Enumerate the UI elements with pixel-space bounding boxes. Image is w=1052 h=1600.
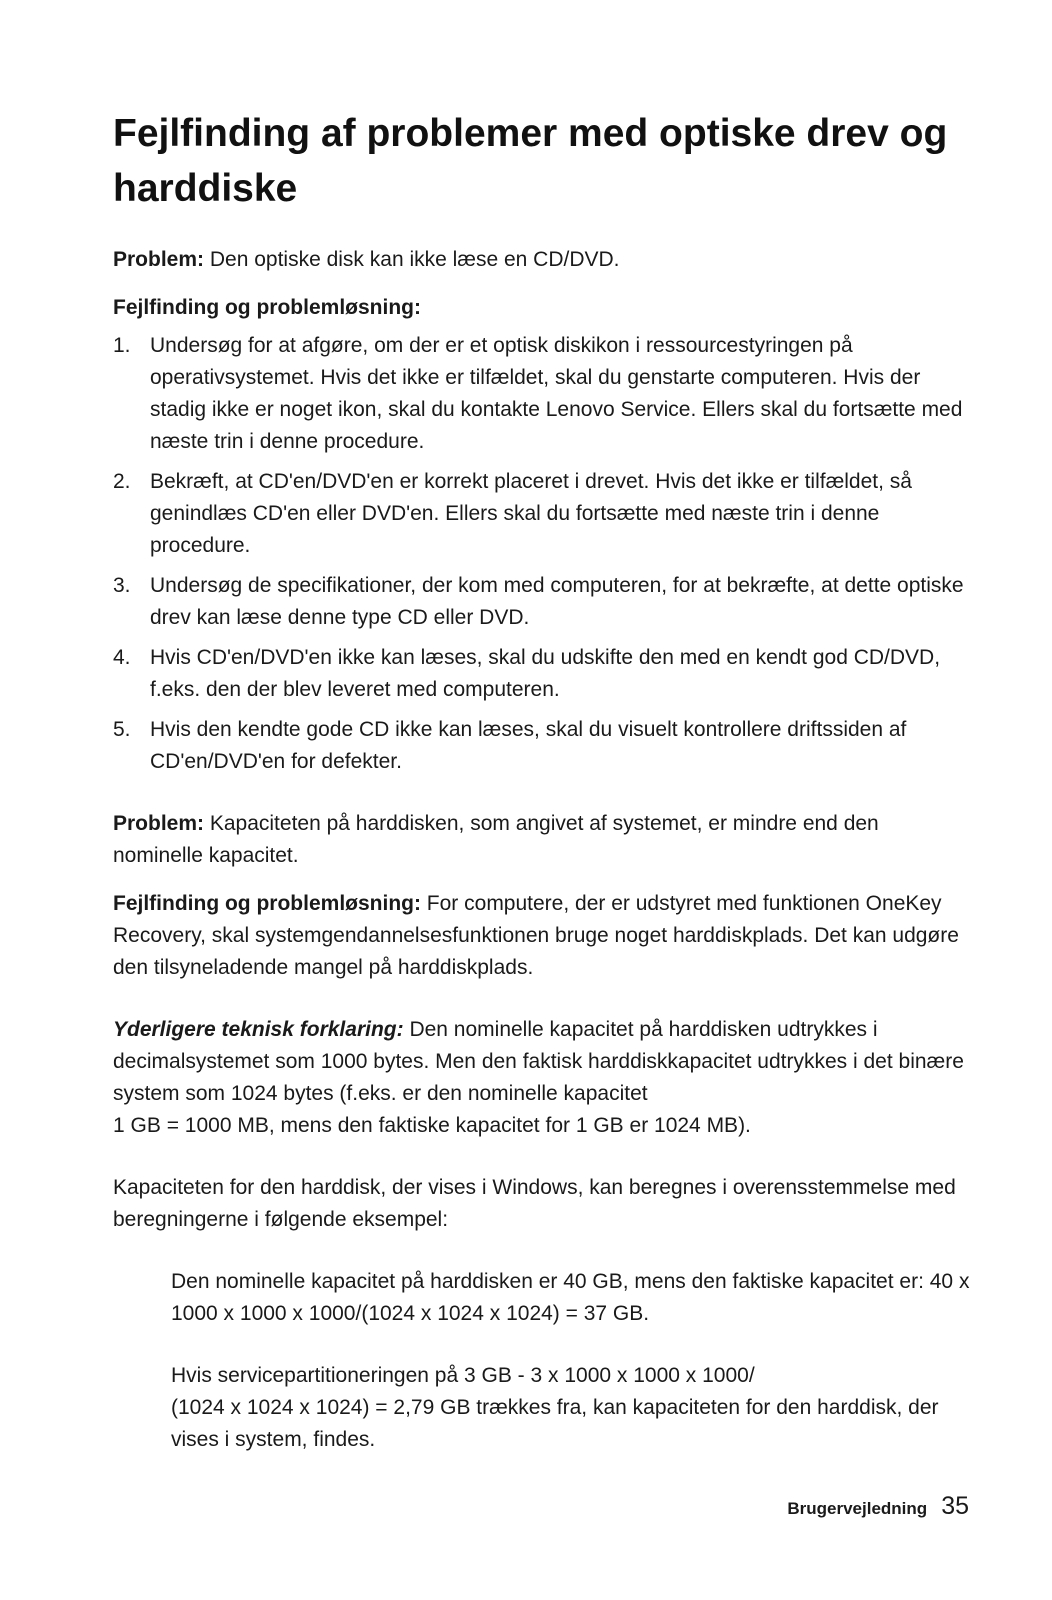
steps-list <box>113 330 973 778</box>
problem-2 <box>113 808 973 872</box>
problem-2-label: Problem: <box>113 812 205 835</box>
page-footer <box>787 1492 969 1521</box>
problem-1-label: Problem: <box>113 248 205 271</box>
troubleshooting-1-heading: Fejlfinding og problemløsning: <box>113 296 421 319</box>
list-item <box>113 570 973 634</box>
example-2 <box>171 1360 973 1456</box>
step-text: Undersøg de specifikationer, der kom med computeren, for at bekræfte, at dette optiske drev kan læse denne type CD eller DVD. <box>150 574 964 629</box>
troubleshooting-2-label: Fejlfinding og problemløsning: <box>113 892 421 915</box>
step-text: Hvis CD'en/DVD'en ikke kan læses, skal du udskifte den med en kendt god CD/DVD, f.eks. den der blev leveret med computeren. <box>150 646 941 701</box>
step-text: Undersøg for at afgøre, om der er et optisk diskikon i ressourcestyringen på operativsystemet. Hvis det ikke er tilfældet, skal du genstarte computeren. Hvis der stadig ikke er noget ikon, skal du kontakte Lenovo Service. Ellers skal du fortsætte med næste trin i denne procedure. <box>150 334 963 453</box>
technical-explanation-label: Yderligere teknisk forklaring: <box>113 1018 404 1041</box>
page-title: Fejlfinding af problemer med optiske drev og harddiske <box>113 112 948 210</box>
step-text: Bekræft, at CD'en/DVD'en er korrekt placeret i drevet. Hvis det ikke er tilfældet, så genindlæs CD'en eller DVD'en. Ellers skal du fortsætte med næste trin i denne procedure. <box>150 470 912 557</box>
technical-explanation-text-2: 1 GB = 1000 MB, mens den faktiske kapacitet for 1 GB er 1024 MB). <box>113 1114 751 1137</box>
example-1: Den nominelle kapacitet på harddisken er 40 GB, mens den faktiske kapacitet er: 40 x 1000 x 1000 x 1000/(1024 x 1024 x 1024) = 37 GB. <box>171 1270 970 1325</box>
step-number: 1. <box>113 334 131 357</box>
step-number: 3. <box>113 574 131 597</box>
technical-explanation-text: Den nominelle kapacitet på harddisken udtrykkes i decimalsystemet som 1000 bytes. Men den faktisk harddiskkapacitet udtrykkes i det binære system som 1024 bytes (f.eks. er den nominelle kapacitet <box>113 1018 964 1105</box>
problem-1-text: Den optiske disk kan ikke læse en CD/DVD. <box>204 248 620 271</box>
step-number: 2. <box>113 470 131 493</box>
list-item <box>113 714 973 778</box>
step-text: Hvis den kendte gode CD ikke kan læses, skal du visuelt kontrollere driftssiden af CD'en/DVD'en for defekter. <box>150 718 907 773</box>
list-item <box>113 466 973 562</box>
problem-1 <box>113 244 973 276</box>
technical-explanation <box>113 1014 973 1142</box>
list-item <box>113 330 973 458</box>
footer-label: Brugervejledning <box>787 1499 928 1518</box>
step-number: 5. <box>113 718 131 741</box>
list-item <box>113 642 973 706</box>
example-2-line-1: Hvis servicepartitioneringen på 3 GB - 3 x 1000 x 1000 x 1000/ <box>171 1364 755 1387</box>
page-content <box>113 106 973 1456</box>
problem-2-text: Kapaciteten på harddisken, som angivet af systemet, er mindre end den nominelle kapacitet. <box>113 812 879 867</box>
troubleshooting-2-text: For computere, der er udstyret med funktionen OneKey Recovery, skal systemgendannelsesfunktionen bruge noget harddiskplads. Det kan udgøre den tilsyneladende mangel på harddiskplads. <box>113 892 959 979</box>
troubleshooting-2 <box>113 888 973 984</box>
step-number: 4. <box>113 646 131 669</box>
calculation-intro: Kapaciteten for den harddisk, der vises i Windows, kan beregnes i overensstemmelse med beregningerne i følgende eksempel: <box>113 1176 956 1231</box>
example-2-line-2: (1024 x 1024 x 1024) = 2,79 GB trækkes fra, kan kapaciteten for den harddisk, der vises i system, findes. <box>171 1396 939 1451</box>
page-number: 35 <box>941 1492 969 1520</box>
